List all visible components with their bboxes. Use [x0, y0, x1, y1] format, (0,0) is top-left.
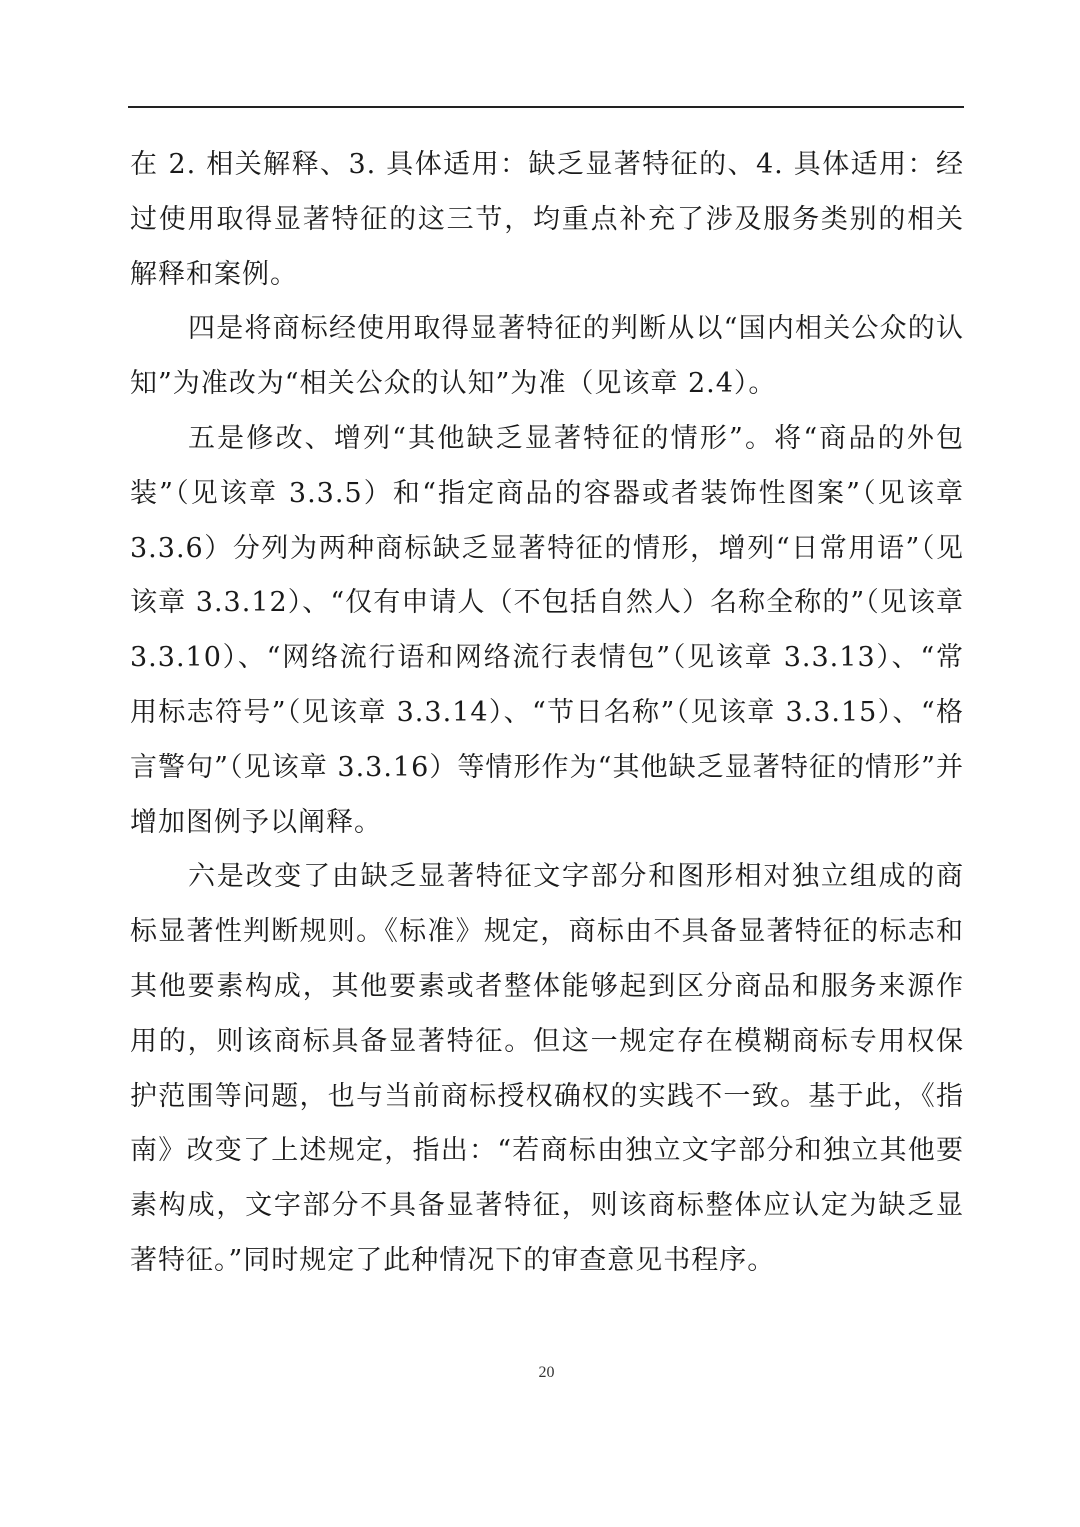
page-number: 20 [538, 1364, 555, 1381]
paragraph-point-six: 六是改变了由缺乏显著特征文字部分和图形相对独立组成的商标显著性判断规则。《标准》规定，商标由不具备显著特征的标志和其他要素构成，其他要素或者整体能够起到区分商品和服务来源作用的，则该商标具备显著特征。但这一规定存在模糊商标专用权保护范围等问题，也与当前商标授权确权的实践不一致。基于此，《指南》改变了上述规定，指出：“若商标由独立文字部分和独立其他要素构成，文字部分不具备显著特征，则该商标整体应认定为缺乏显著特征。”同时规定了此种情况下的审查意见书程序。 [130, 861, 964, 1276]
paragraph-point-five: 五是修改、增列“其他缺乏显著特征的情形”。将“商品的外包装”（见该章 3.3.5）和“指定商品的容器或者装饰性图案”（见该章 3.3.6）分列为两种商标缺乏显著特征的情形，增列“日常用语”（见该章 3.3.12）、“仅有申请人（不包括自然人）名称全称的”（见该章 3.3.10）、“网络流行语和网络流行表情包”（见该章 3.3.13）、“常用标志符号”（见该章 3.3.14）、“节日名称”（见该章 3.3.15）、“格言警句”（见该章 3.3.16）等情形作为“其他缺乏显著特征的情形”并增加图例予以阐释。 [130, 422, 964, 838]
paragraph-point-four: 四是将商标经使用取得显著特征的判断从以“国内相关公众的认知”为准改为“相关公众的认知”为准（见该章 2.4）。 [130, 313, 964, 400]
document-body [130, 138, 964, 1289]
header-rule [128, 106, 964, 108]
paragraph-continuation: 在 2. 相关解释、3. 具体适用：缺乏显著特征的、4. 具体适用：经过使用取得显著特征的这三节，均重点补充了涉及服务类别的相关解释和案例。 [130, 149, 964, 290]
